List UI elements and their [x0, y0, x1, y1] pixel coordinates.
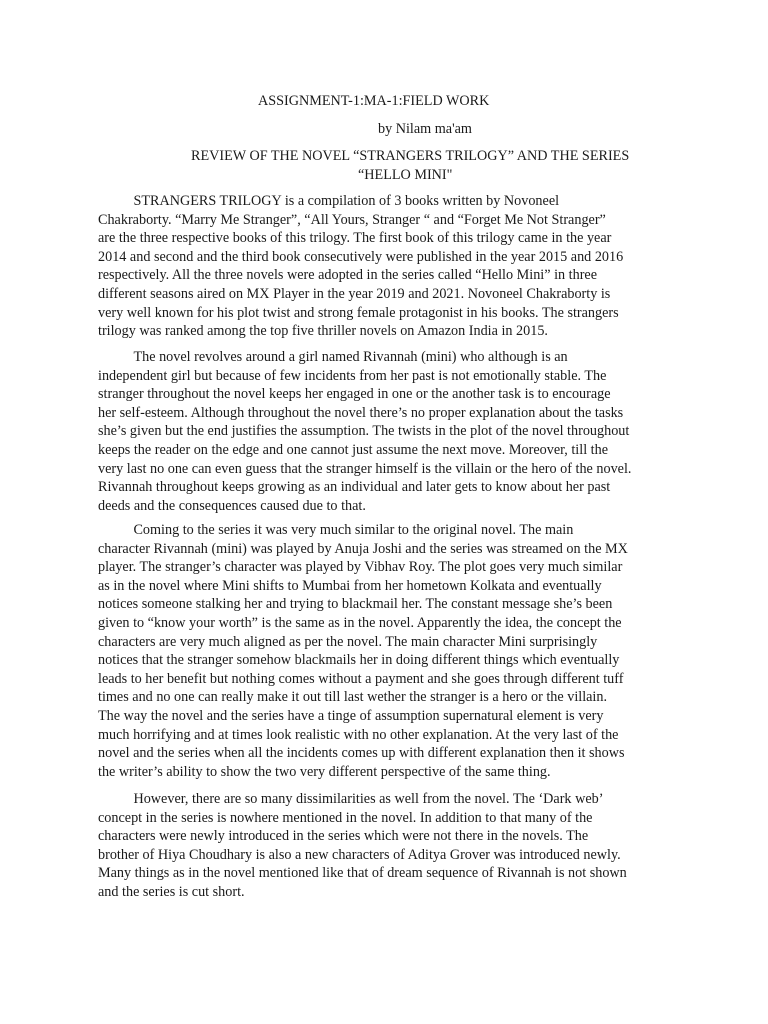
text-line: concept in the series is nowhere mentioned in the novel. In addition to that many of the [98, 809, 593, 826]
text-line: independent girl but because of few incidents from her past is not emotionally stable. The [98, 367, 607, 384]
text-line: 2014 and second and the third book consecutively were published in the year 2015 and 2016 [98, 248, 624, 265]
text-line: Many things as in the novel mentioned like that of dream sequence of Rivannah is not shown [98, 865, 627, 882]
text-line: her self-esteem. Although throughout the novel there’s no proper explanation about the tasks [98, 404, 624, 421]
text-line: characters are very much aligned as per the novel. The main character Mini surprisingly [98, 633, 598, 650]
text-line: and the series is cut short. [98, 883, 245, 900]
text-line: the writer’s ability to show the two very different perspective of the same thing. [98, 763, 551, 780]
text-line: Coming to the series it was very much similar to the original novel. The main [98, 522, 574, 538]
text-line: novel and the series when all the incidents comes up with different explanation then it shows [98, 745, 625, 762]
text-line: much horrifying and at times look realistic with no other explanation. At the very last of the [98, 726, 619, 743]
text-line: character Rivannah (mini) was played by Anuja Joshi and the series was streamed on the MX [98, 540, 628, 557]
paragraph-intro [98, 192, 673, 341]
text-line: deeds and the consequences caused due to that. [98, 497, 366, 514]
text-line: The way the novel and the series have a tinge of assumption supernatural element is very [98, 707, 604, 724]
text-line: player. The stranger’s character was played by Vibhav Roy. The plot goes very much similar [98, 559, 623, 576]
text-line: The novel revolves around a girl named Rivannah (mini) who although is an [98, 349, 568, 365]
text-line: Chakraborty. “Marry Me Stranger”, “All Yours, Stranger “ and “Forget Me Not Stranger” [98, 211, 606, 228]
text-line: leads to her benefit but nothing comes without a payment and she goes through different tuff [98, 670, 624, 687]
text-line: characters were newly introduced in the series which were not there in the novels. The [98, 828, 589, 845]
text-line: trilogy was ranked among the top five thriller novels on Amazon India in 2015. [98, 323, 548, 340]
text-line: are the three respective books of this trilogy. The first book of this trilogy came in the year [98, 230, 612, 247]
paragraph-dissimilarities [98, 790, 673, 902]
text-line: Rivannah throughout keeps growing as an individual and later gets to know about her past [98, 479, 611, 496]
paragraph-series-comparison [98, 521, 673, 781]
text-line: different seasons aired on MX Player in the year 2019 and 2021. Novoneel Chakraborty is [98, 285, 611, 302]
text-line: brother of Hiya Choudhary is also a new characters of Aditya Grover was introduced newly. [98, 846, 621, 863]
text-line: stranger throughout the novel keeps her engaged in one or the another task is to encourage [98, 386, 611, 403]
text-line: she’s given but the end justifies the assumption. The twists in the plot of the novel throughout [98, 423, 630, 440]
text-line: notices someone stalking her and trying to blackmail her. The constant message she’s been [98, 596, 613, 613]
text-line: notices that the stranger somehow blackmails her in doing different things which eventually [98, 652, 620, 669]
byline: by Nilam ma'am [378, 121, 472, 137]
review-title-line-2: “HELLO MINI" [358, 167, 453, 183]
assignment-heading: ASSIGNMENT-1:MA-1:FIELD WORK [258, 93, 490, 109]
text-line: very last no one can even guess that the stranger himself is the villain or the hero of the novel. [98, 460, 632, 477]
text-line: times and no one can really make it out till last wether the stranger is a hero or the villain. [98, 689, 608, 706]
text-line: STRANGERS TRILOGY is a compilation of 3 books written by Novoneel [98, 193, 560, 209]
text-line: as in the novel where Mini shifts to Mumbai from her hometown Kolkata and eventually [98, 577, 602, 594]
text-line: given to “know your worth” is the same as in the novel. Apparently the idea, the concept the [98, 614, 622, 631]
review-title-line-1: REVIEW OF THE NOVEL “STRANGERS TRILOGY” AND THE SERIES [191, 148, 630, 164]
paragraph-novel-plot [98, 348, 673, 515]
text-line: keeps the reader on the edge and one cannot just assume the next move. Moreover, till the [98, 441, 609, 458]
text-line: respectively. All the three novels were adopted in the series called “Hello Mini” in three [98, 267, 598, 284]
text-line: However, there are so many dissimilarities as well from the novel. The ‘Dark web’ [98, 791, 604, 807]
text-line: very well known for his plot twist and strong female protagonist in his books. The strangers [98, 304, 619, 321]
